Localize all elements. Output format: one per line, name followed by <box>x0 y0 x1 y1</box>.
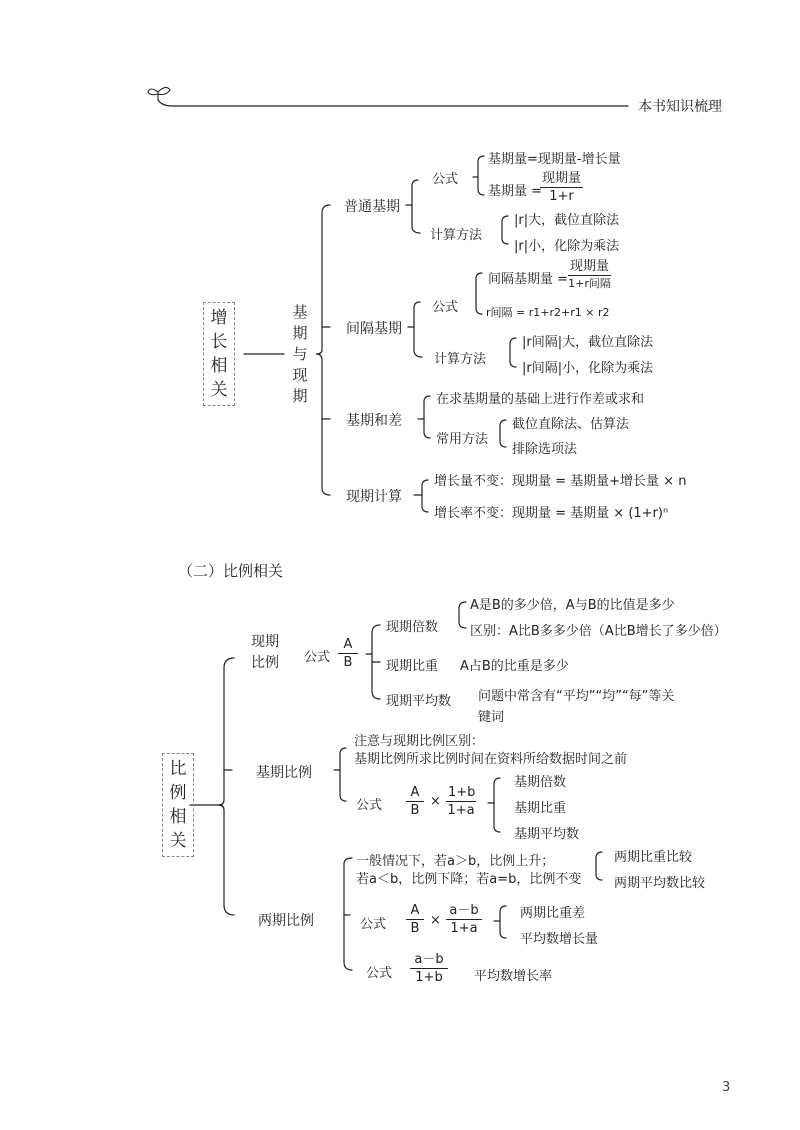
jiqi-formula-label: 公式 <box>356 798 383 813</box>
sec1-branch-label: 基期与现期 <box>292 303 308 405</box>
xianqi-calc-2: 增长率不变：现期量 = 基期量 × (1+r)ⁿ <box>434 506 669 521</box>
liangqi-times: × <box>430 913 441 928</box>
liangqi-general-result-2: 两期平均数比较 <box>614 876 706 891</box>
liangqi-fraction-2 <box>446 904 482 935</box>
jiange-formula-1-fraction <box>568 260 611 289</box>
xianqi-beishu-2: 区别：A比B多多少倍（A比B增长了多少倍） <box>470 624 727 639</box>
fraction-numerator: A <box>338 638 358 654</box>
fraction-denominator: 1+a <box>450 921 478 936</box>
liangqi-general-2: 若a＜b，比例下降；若a=b，比例不变 <box>356 872 582 887</box>
sec2-xianqi-label: 现期比例 <box>251 634 279 671</box>
xianqi-beishu-1: A是B的多少倍，A与B的比值是多少 <box>470 598 675 613</box>
xianqi-beishu-label: 现期倍数 <box>386 620 439 635</box>
liangqi-formula-result-1: 两期比重差 <box>520 906 586 921</box>
xianqi-pingjun-label: 现期平均数 <box>386 694 452 709</box>
jiange-method-1: |r间隔|大，截位直除法 <box>522 335 654 350</box>
fraction-denominator: B <box>343 655 353 670</box>
xianqi-label: 现期计算 <box>346 489 402 505</box>
hecha-method-2: 排除选项法 <box>512 442 578 457</box>
section-2-title: （二）比例相关 <box>178 562 284 580</box>
putong-formula-2-fraction <box>540 172 583 203</box>
jiqi-result-3: 基期平均数 <box>514 827 580 842</box>
hecha-method-1: 截位直除法、估算法 <box>512 417 630 432</box>
jiqi-fraction-2 <box>446 786 476 817</box>
putong-method-label: 计算方法 <box>430 228 483 243</box>
jiange-formula-label: 公式 <box>432 300 459 315</box>
fraction-numerator: A <box>406 786 424 802</box>
putong-method-1: |r|大，截位直除法 <box>514 213 620 228</box>
putong-formula-label: 公式 <box>432 172 459 187</box>
xianqi-pingjun-desc-2: 键词 <box>478 710 505 725</box>
liangqi-general-1: 一般情况下，若a＞b，比例上升； <box>356 854 555 869</box>
sec2-jiqi-label: 基期比例 <box>256 765 312 781</box>
hecha-label: 基期和差 <box>346 413 402 429</box>
jiqi-times: × <box>430 794 441 809</box>
fraction-numerator: 现期量 <box>542 171 582 186</box>
fraction-denominator: 1+a <box>447 803 475 818</box>
page-number: 3 <box>722 1080 731 1095</box>
fraction-denominator: 1+r间隔 <box>568 277 611 290</box>
sec2-xianqi-formula-label: 公式 <box>304 650 331 665</box>
putong-label: 普通基期 <box>344 199 400 215</box>
page-header-title: 本书知识梳理 <box>638 99 722 115</box>
liangqi-general-result-1: 两期比重比较 <box>614 850 693 865</box>
jiqi-result-2: 基期比重 <box>514 801 567 816</box>
fraction-numerator: a－b <box>446 904 482 920</box>
putong-formula-1: 基期量=现期量-增长量 <box>488 152 621 167</box>
fraction-denominator: B <box>410 803 420 818</box>
liangqi-formula2-desc: 平均数增长率 <box>474 969 553 984</box>
liangqi-fraction-1 <box>406 904 424 935</box>
sprout-icon <box>148 87 170 100</box>
jiange-formula-2: r间隔 = r1+r2+r1 × r2 <box>486 306 610 319</box>
sec2-root-label: 比例相关 <box>162 753 194 857</box>
fraction-denominator: 1+r <box>549 189 574 204</box>
liangqi-formula-result-2: 平均数增长量 <box>520 932 599 947</box>
jiqi-note-1: 注意与现期比例区别： <box>354 734 485 749</box>
jiange-formula-1-prefix: 间隔基期量 = <box>488 272 569 287</box>
xianqi-calc-1: 增长量不变：现期量 = 基期量+增长量 × n <box>434 474 687 489</box>
liangqi-formula-label: 公式 <box>360 917 387 932</box>
hecha-method-label: 常用方法 <box>436 432 489 447</box>
hecha-desc: 在求基期量的基础上进行作差或求和 <box>436 392 645 407</box>
xianqi-bizhong-desc: A占B的比重是多少 <box>460 659 569 674</box>
liangqi-fraction-3 <box>410 953 448 984</box>
fraction-denominator: B <box>410 921 420 936</box>
putong-formula-2-prefix: 基期量 = <box>488 184 543 199</box>
fraction-numerator: 1+b <box>448 785 476 800</box>
sec2-xianqi-fraction <box>338 638 358 669</box>
jiange-method-label: 计算方法 <box>434 352 487 367</box>
sec2-liangqi-label: 两期比例 <box>258 913 314 929</box>
fraction-numerator: a－b <box>410 953 448 969</box>
jiqi-result-1: 基期倍数 <box>514 775 567 790</box>
fraction-numerator: 现期量 <box>570 259 610 274</box>
fraction-numerator: A <box>406 904 424 920</box>
sec1-root-label: 增长相关 <box>203 302 235 406</box>
liangqi-formula2-label: 公式 <box>366 966 393 981</box>
jiqi-note-2: 基期比例所求比例时间在资料所给数据时间之前 <box>354 752 628 767</box>
jiange-method-2: |r间隔|小，化除为乘法 <box>522 361 654 376</box>
fraction-denominator: 1+b <box>415 970 443 985</box>
jiange-label: 间隔基期 <box>346 321 402 337</box>
xianqi-bizhong-label: 现期比重 <box>386 659 439 674</box>
xianqi-pingjun-desc-1: 问题中常含有“平均”“均”“每”等关 <box>478 689 675 704</box>
jiqi-fraction-1 <box>406 786 424 817</box>
putong-method-2: |r|小，化除为乘法 <box>514 239 620 254</box>
